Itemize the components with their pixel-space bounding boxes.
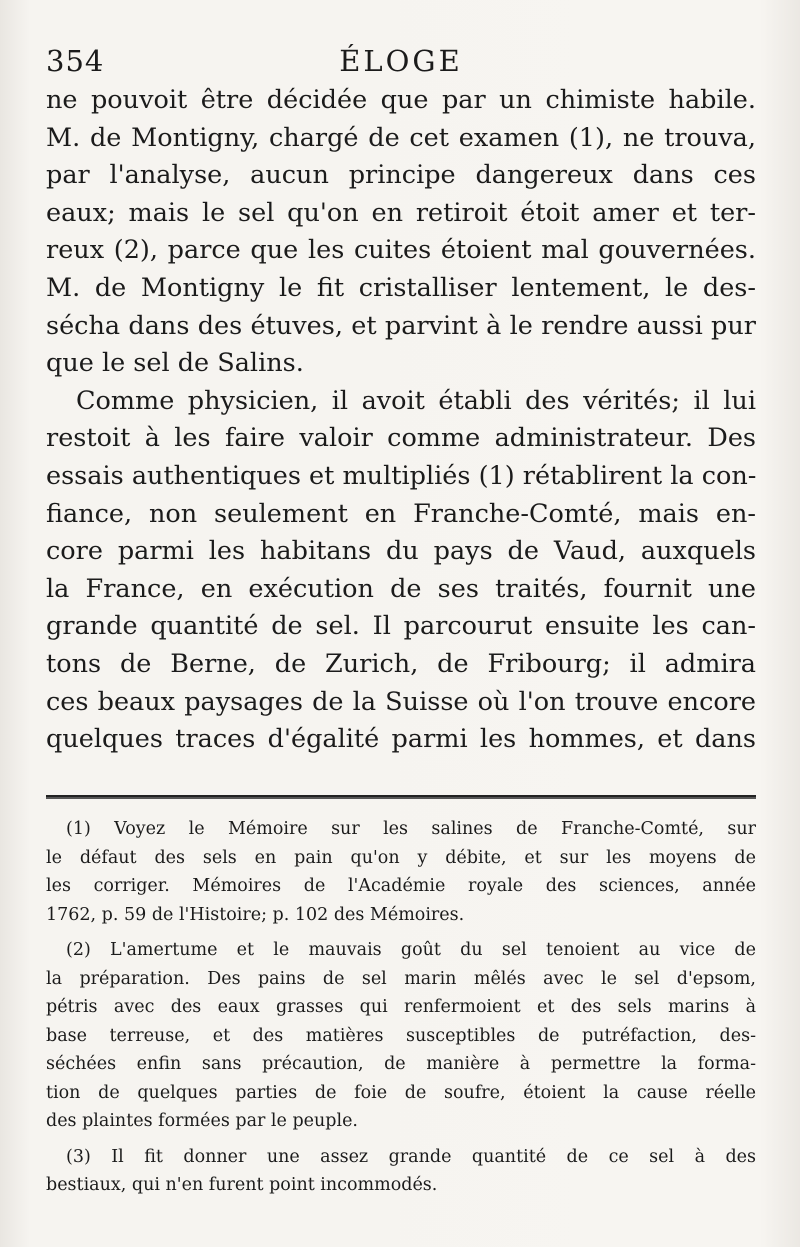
- text-line: M. de Montigny le fit cristalliser lentement, le des-: [46, 272, 756, 303]
- text-line: la France, en exécution de ses traités, fournit une: [46, 573, 756, 604]
- page-header: [46, 42, 756, 82]
- text-line: grande quantité de sel. Il parcourut ensuite les can-: [46, 611, 756, 642]
- footnote-3: [46, 1143, 756, 1200]
- text-line: que le sel de Salins.: [46, 348, 304, 379]
- text-line: quelques traces d'égalité parmi les hommes, et dans: [46, 724, 756, 755]
- footnotes: [46, 815, 756, 1207]
- footnote-line: (2) L'amertume et le mauvais goût du sel tenoient au vice de: [66, 940, 756, 960]
- footnote-line: le défaut des sels en pain qu'on y débite, et sur les moyens de: [46, 847, 756, 868]
- text-line: par l'analyse, aucun principe dangereux dans ces: [46, 160, 756, 191]
- text-line: tons de Berne, de Zurich, de Fribourg; il admira: [46, 648, 756, 679]
- text-line: ces beaux paysages de la Suisse où l'on trouve encore: [46, 686, 756, 717]
- page-number: 354: [46, 44, 105, 78]
- text-line: restoit à les faire valoir comme administrateur. Des: [46, 423, 756, 454]
- text-line: sécha dans des étuves, et parvint à le rendre aussi pur: [46, 310, 756, 341]
- text-line: essais authentiques et multipliés (1) rétablirent la con-: [46, 460, 756, 491]
- footnote-line: pétris avec des eaux grasses qui renfermoient et des sels marins à: [46, 997, 756, 1017]
- footnote-line: (3) Il fit donner une assez grande quantité de ce sel à des: [66, 1146, 756, 1167]
- text-line: fiance, non seulement en Franche-Comté, mais en-: [46, 498, 756, 529]
- footnote-line: bestiaux, qui n'en furent point incommodés.: [46, 1175, 438, 1195]
- footnote-line: des plaintes formées par le peuple.: [46, 1111, 358, 1131]
- footnote-line: les corriger. Mémoires de l'Académie royale des sciences, année: [46, 876, 756, 896]
- footnote-rule: [46, 795, 756, 797]
- text-line: eaux; mais le sel qu'on en retiroit étoit amer et ter-: [46, 197, 756, 228]
- main-text: [46, 82, 756, 759]
- footnote-line: base terreuse, et des matières susceptibles de putréfaction, des-: [46, 1025, 756, 1046]
- text-line: reux (2), parce que les cuites étoient mal gouvernées.: [46, 235, 756, 266]
- footnote-2: [46, 936, 756, 1136]
- text-line: core parmi les habitans du pays de Vaud, auxquels: [46, 536, 756, 567]
- footnote-line: tion de quelques parties de foie de soufre, étoient la cause réelle: [46, 1082, 756, 1103]
- footnote-1: [46, 815, 756, 929]
- footnote-line: la préparation. Des pains de sel marin mêlés avec le sel d'epsom,: [46, 968, 756, 989]
- text-line: ne pouvoit être décidée que par un chimiste habile.: [46, 85, 756, 115]
- footnote-line: séchées enfin sans précaution, de manière à permettre la forma-: [46, 1054, 756, 1074]
- footnote-line: (1) Voyez le Mémoire sur les salines de Franche-Comté, sur: [66, 819, 756, 839]
- text-line: Comme physicien, il avoit établi des vérités; il lui: [76, 385, 756, 416]
- footnote-line: 1762, p. 59 de l'Histoire; p. 102 des Mémoires.: [46, 904, 465, 925]
- running-title: ÉLOGE: [339, 44, 463, 78]
- text-line: M. de Montigny, chargé de cet examen (1), ne trouva,: [46, 122, 756, 153]
